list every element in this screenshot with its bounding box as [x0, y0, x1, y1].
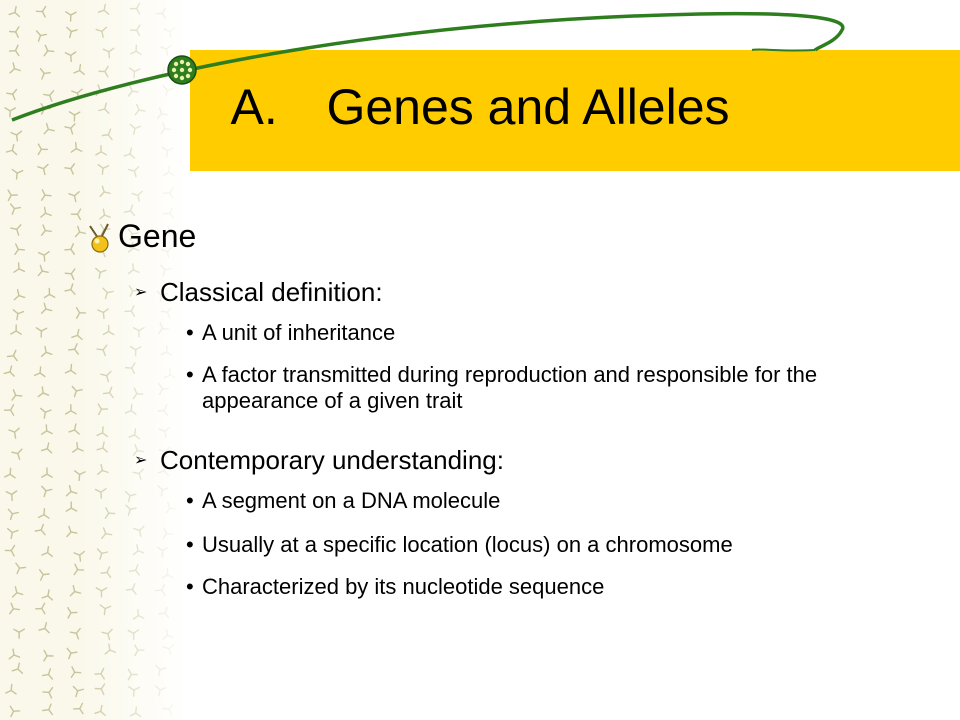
molecule-doodle: [129, 264, 139, 274]
molecule-doodle: [39, 509, 49, 518]
molecule-doodle: [11, 225, 21, 235]
molecule-doodle: [159, 608, 169, 618]
molecule-doodle: [69, 344, 79, 354]
molecule-doodle: [131, 347, 141, 356]
molecule-doodle: [69, 424, 79, 434]
molecule-doodle: [42, 425, 52, 434]
title-text: Genes and Alleles: [326, 79, 730, 135]
molecule-doodle: [98, 404, 107, 414]
molecule-doodle: [36, 603, 45, 613]
title-letter: A.: [230, 79, 278, 135]
molecule-doodle: [72, 387, 82, 397]
molecule-doodle: [42, 190, 51, 200]
molecule-doodle: [11, 325, 21, 334]
molecule-doodle: [105, 644, 115, 654]
molecule-doodle: [13, 587, 23, 597]
molecule-doodle: [69, 192, 79, 202]
molecule-doodle: [4, 366, 14, 376]
molecule-doodle: [166, 503, 176, 513]
molecule-doodle: [10, 706, 19, 716]
molecule-doodle: [15, 244, 24, 254]
molecule-doodle: [161, 346, 171, 355]
molecule-doodle: [163, 705, 173, 715]
molecule-doodle: [159, 384, 168, 394]
molecule-doodle: [35, 367, 45, 377]
molecule-doodle: [65, 284, 75, 294]
molecule-doodle: [126, 505, 136, 515]
swoosh-tail: [752, 49, 815, 50]
molecule-doodle: [72, 209, 81, 219]
molecule-doodle: [156, 585, 165, 595]
molecule-doodle: [14, 629, 24, 638]
molecule-doodle: [38, 265, 48, 275]
molecule-doodle: [14, 290, 24, 300]
molecule-doodle: [43, 669, 53, 679]
molecule-doodle: [128, 630, 138, 639]
molecule-doodle: [9, 649, 19, 659]
molecule-doodle: [42, 547, 52, 557]
dot-bullet-icon: •: [186, 320, 194, 345]
molecule-doodle: [8, 529, 18, 539]
molecule-doodle: [5, 405, 14, 415]
molecule-doodle: [42, 486, 52, 496]
molecule-doodle: [38, 387, 48, 397]
molecule-doodle: [42, 303, 52, 313]
dot-bullet-icon: •: [186, 532, 194, 557]
molecule-doodle: [159, 323, 169, 333]
molecule-doodle: [9, 428, 19, 438]
molecule-doodle: [71, 667, 80, 677]
molecule-doodle: [103, 326, 113, 335]
dot-bullet-icon: •: [186, 488, 194, 513]
molecule-doodle: [105, 508, 114, 518]
molecule-doodle: [10, 603, 19, 613]
molecule-doodle: [96, 588, 106, 597]
molecule-doodle: [97, 345, 107, 355]
molecule-doodle: [65, 269, 75, 279]
section-label: Classical definition:: [160, 277, 383, 307]
molecule-doodle: [41, 408, 51, 418]
molecule-doodle: [70, 586, 80, 596]
molecule-doodle: [40, 570, 49, 580]
molecule-doodle: [11, 204, 21, 214]
molecule-doodle: [135, 645, 144, 655]
molecule-doodle: [104, 387, 114, 397]
molecule-doodle: [16, 563, 26, 573]
molecule-doodle: [12, 663, 22, 673]
molecule-doodle: [42, 468, 52, 477]
molecule-doodle: [42, 225, 52, 235]
molecule-doodle: [96, 268, 106, 278]
molecule-doodle: [74, 703, 83, 713]
molecule-doodle: [68, 608, 77, 618]
molecule-doodle: [65, 365, 75, 374]
molecule-doodle: [102, 629, 112, 639]
slide-title: [0, 72, 960, 142]
list-item-text: A unit of inheritance: [202, 320, 396, 345]
molecule-doodle: [73, 687, 83, 697]
arrow-bullet-icon: ➢: [134, 452, 148, 469]
molecule-doodle: [157, 547, 167, 556]
molecule-doodle: [126, 492, 136, 502]
list-item-text: Characterized by its nucleotide sequence: [202, 574, 605, 599]
molecule-doodle: [163, 629, 173, 639]
molecule-doodle: [39, 252, 49, 261]
molecule-doodle: [159, 428, 169, 438]
molecule-doodle: [132, 191, 142, 201]
molecule-doodle: [67, 526, 77, 536]
list-item-text: A segment on a DNA molecule: [202, 488, 501, 513]
molecule-doodle: [44, 651, 53, 661]
molecule-doodle: [39, 623, 49, 633]
arrow-bullet-icon: ➢: [134, 284, 148, 301]
molecule-doodle: [76, 226, 86, 236]
molecule-doodle: [75, 471, 85, 481]
section-label: Contemporary understanding:: [160, 445, 504, 475]
molecule-doodle: [96, 489, 106, 498]
molecule-doodle: [158, 486, 168, 496]
molecule-doodle: [66, 405, 76, 414]
molecule-doodle: [133, 388, 142, 398]
molecule-doodle: [129, 687, 139, 696]
molecule-doodle: [103, 288, 113, 298]
molecule-doodle: [8, 509, 18, 519]
molecule-doodle: [74, 564, 83, 574]
molecule-doodle: [42, 443, 52, 453]
molecule-doodle: [100, 209, 110, 219]
list-item-text: A factor transmitted during reproduction and responsible for the appearance of a given trait: [202, 362, 818, 413]
molecule-doodle: [101, 371, 111, 381]
molecule-doodle: [156, 666, 166, 676]
molecule-doodle: [95, 706, 105, 716]
molecule-doodle: [162, 308, 172, 318]
molecule-doodle: [8, 350, 18, 360]
molecule-doodle: [98, 465, 108, 475]
molecule-doodle: [125, 306, 134, 316]
molecule-doodle: [36, 328, 46, 337]
molecule-doodle: [102, 528, 112, 538]
molecule-doodle: [35, 524, 45, 534]
molecule-doodle: [74, 552, 84, 562]
molecule-doodle: [6, 685, 16, 694]
molecule-doodle: [98, 549, 108, 559]
molecule-doodle: [95, 669, 104, 679]
molecule-doodle: [134, 526, 144, 536]
molecule-doodle: [133, 469, 143, 479]
molecule-doodle: [134, 328, 144, 337]
molecule-doodle: [126, 363, 135, 373]
molecule-doodle: [12, 449, 22, 459]
molecule-doodle: [73, 443, 83, 453]
molecule-doodle: [134, 610, 144, 619]
molecule-doodle: [77, 308, 86, 318]
molecule-doodle: [8, 190, 17, 200]
molecule-doodle: [42, 590, 52, 600]
molecule-doodle: [44, 288, 54, 297]
molecule-doodle: [97, 442, 107, 452]
molecule-doodle: [162, 569, 172, 578]
molecule-doodle: [66, 502, 76, 511]
molecule-doodle: [126, 405, 136, 415]
molecule-doodle: [127, 584, 137, 594]
dot-bullet-icon: •: [186, 362, 194, 387]
molecule-doodle: [72, 330, 82, 340]
molecule-doodle: [163, 528, 172, 538]
molecule-doodle: [161, 266, 171, 276]
molecule-doodle: [13, 310, 23, 320]
molecule-doodle: [155, 686, 165, 696]
molecule-doodle: [65, 244, 74, 254]
list-item-text: Usually at a specific location (locus) on a chromosome: [202, 532, 733, 557]
molecule-doodle: [97, 427, 107, 437]
molecule-doodle: [43, 688, 53, 698]
molecule-doodle: [5, 468, 15, 477]
molecule-doodle: [100, 186, 110, 196]
molecule-doodle: [95, 684, 104, 694]
molecule-doodle: [163, 645, 173, 655]
molecule-bullet-icon: [86, 222, 114, 256]
molecule-doodle: [14, 263, 24, 272]
molecule-doodle: [67, 648, 77, 658]
molecule-doodle: [165, 369, 175, 378]
molecule-doodle: [98, 309, 108, 319]
molecule-doodle: [71, 629, 81, 639]
molecule-doodle: [128, 669, 137, 679]
molecule-doodle: [101, 567, 111, 577]
molecule-doodle: [41, 207, 51, 217]
molecule-doodle: [67, 486, 77, 496]
molecule-doodle: [43, 704, 53, 714]
molecule-doodle: [5, 546, 14, 556]
molecule-doodle: [100, 605, 110, 615]
dot-bullet-icon: •: [186, 574, 194, 599]
molecule-doodle: [42, 346, 52, 356]
molecule-doodle: [129, 429, 139, 439]
molecule-doodle: [164, 188, 173, 198]
molecule-doodle: [130, 707, 140, 716]
molecule-doodle: [130, 565, 140, 575]
heading-label: Gene: [118, 218, 197, 254]
molecule-doodle: [125, 205, 135, 215]
molecule-doodle: [6, 491, 16, 500]
molecule-doodle: [12, 390, 22, 400]
molecule-doodle: [158, 405, 167, 415]
molecule-doodle: [133, 545, 143, 555]
